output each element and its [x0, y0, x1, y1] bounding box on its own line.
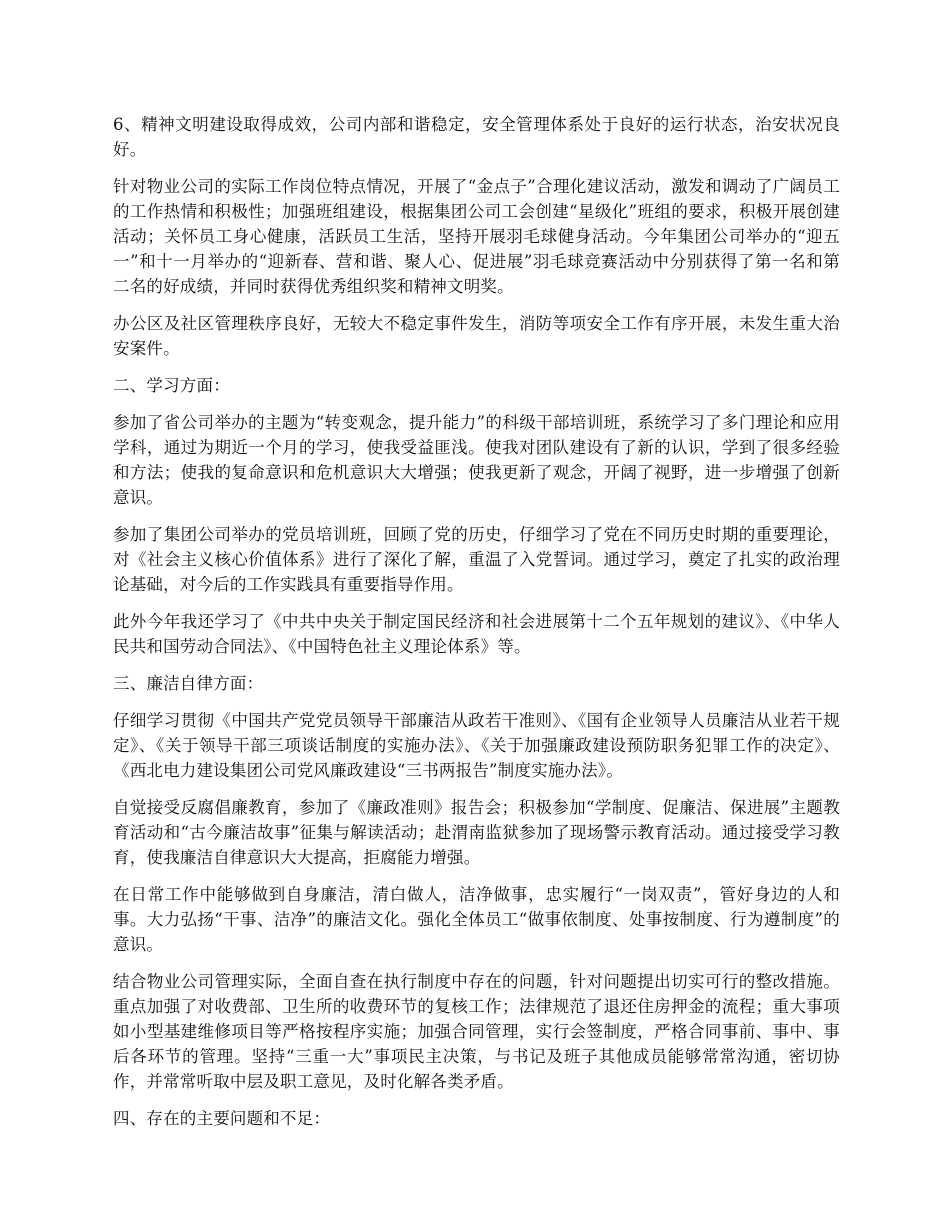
paragraph-regulations-study: 仔细学习贯彻《中国共产党党员领导干部廉洁从政若干准则》、《国有企业领导人员廉洁从业若干规定》、《关于领导干部三项谈话制度的实施办法》、《关于加强廉政建设预防职务犯罪工作的决定》、《西北电力建设集团公司党风廉政建设“三书两报告”制度实施办法》。: [113, 711, 840, 780]
paragraph-party-training: 参加了集团公司举办的党员培训班，回顾了党的历史，仔细学习了党在不同历史时期的重要理论，对《社会主义核心价值体系》进行了深化了解，重温了入党誓词。通过学习，奠定了扎实的政治理论基础，对今后的工作实践具有重要指导作用。: [113, 525, 840, 594]
paragraph-additional-study: 此外今年我还学习了《中共中央关于制定国民经济和社会进展第十二个五年规划的建议》、《中华人民共和国劳动合同法》、《中国特色社主义理论体系》等。: [113, 612, 840, 656]
document-body: [113, 112, 840, 1143]
section-heading-integrity: 三、廉洁自律方面：: [113, 674, 264, 693]
section-heading-problems: 四、存在的主要问题和不足：: [113, 1109, 331, 1128]
paragraph-golden-idea-activity: 针对物业公司的实际工作岗位特点情况，开展了“金点子”合理化建议活动，激发和调动了广阔员工的工作热情和积极性；加强班组建设，根据集团公司工会创建“星级化”班组的要求，积极开展创建活动；关怀员工身心健康，活跃员工生活，坚持开展羽毛球健身活动。今年集团公司举办的“迎五一”和十一月举办的“迎新春、营和谐、聚人心、促进展”羽毛球竞赛活动中分别获得了第一名和第二名的好成绩，并同时获得优秀组织奖和精神文明奖。: [113, 177, 840, 296]
paragraph-anti-corruption-education: 自觉接受反腐倡廉教育，参加了《廉政准则》报告会；积极参加“学制度、促廉洁、保进展”主题教育活动和“古今廉洁故事”征集与解读活动；赴渭南监狱参加了现场警示教育活动。通过接受学习教育，使我廉洁自律意识大大提高，拒腐能力增强。: [113, 798, 840, 867]
section-heading-study: 二、学习方面：: [113, 376, 230, 395]
paragraph-cadre-training: 参加了省公司举办的主题为“转变观念，提升能力”的科级干部培训班，系统学习了多门理论和应用学科，通过为期近一个月的学习，使我受益匪浅。使我对团队建设有了新的认识，学到了很多经验和方法；使我的复命意识和危机意识大大增强；使我更新了观念，开阔了视野，进一步增强了创新意识。: [113, 413, 840, 507]
paragraph-achievement-6: 6、精神文明建设取得成效，公司内部和谐稳定，安全管理体系处于良好的运行状态，治安状况良好。: [113, 115, 840, 159]
paragraph-self-inspection: 结合物业公司管理实际，全面自查在执行制度中存在的问题，针对问题提出切实可行的整改措施。重点加强了对收费部、卫生所的收费环节的复核工作；法律规范了退还住房押金的流程；重大事项如小型基建维修项目等严格按程序实施；加强合同管理，实行会签制度，严格合同事前、事中、事后各环节的管理。坚持“三重一大”事项民主决策，与书记及班子其他成员能够常常沟通，密切协作，并常常听取中层及职工意见，及时化解各类矛盾。: [113, 972, 840, 1091]
paragraph-office-order: 办公区及社区管理秩序良好，无较大不稳定事件发生，消防等项安全工作有序开展，未发生重大治安案件。: [113, 314, 840, 358]
paragraph-daily-integrity: 在日常工作中能够做到自身廉洁，清白做人，洁净做事，忠实履行“一岗双责”，管好身边的人和事。大力弘扬“干事、洁净”的廉洁文化。强化全体员工“做事依制度、处事按制度、行为遵制度”的意识。: [113, 885, 840, 954]
